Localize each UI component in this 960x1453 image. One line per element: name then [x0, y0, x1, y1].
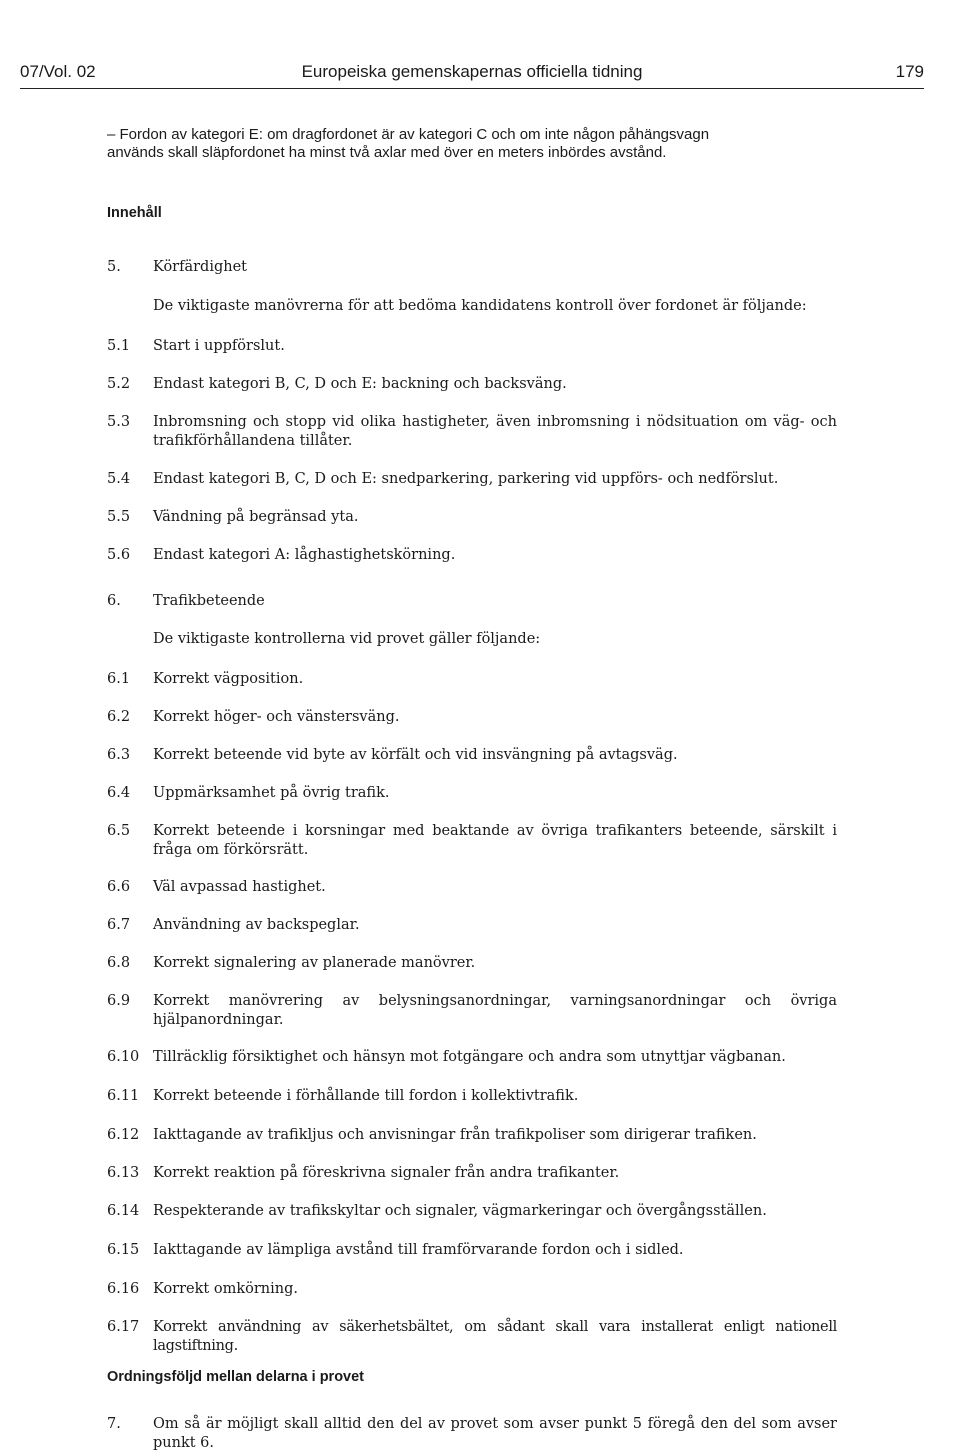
item-number: 6.12	[107, 1127, 140, 1143]
item-number: 6.17	[107, 1319, 140, 1335]
intro-line-2: används skall släpfordonet ha minst två axlar med över en meters inbördes avstånd.	[107, 144, 667, 161]
intro-line-1: – Fordon av kategori E: om dragfordonet är av kategori C och om inte någon påhängsvagn	[107, 126, 710, 143]
item-number: 6.9	[107, 993, 131, 1009]
item-text: Korrekt manövrering av belysningsanordningar, varningsanordningar och övriga hjälpanordningar.	[153, 993, 837, 1028]
item-number: 5.6	[107, 547, 131, 563]
item-text: Endast kategori B, C, D och E: snedparkering, parkering vid uppförs- och nedförslut.	[153, 471, 779, 487]
item-text: Korrekt beteende vid byte av körfält och vid insvängning på avtagsväg.	[153, 747, 678, 763]
item-number: 6.10	[107, 1049, 140, 1065]
item-text: Uppmärksamhet på övrig trafik.	[153, 785, 390, 801]
item-number: 5.2	[107, 376, 131, 392]
item-text: Användning av backspeglar.	[153, 917, 360, 933]
item-number: 6.16	[107, 1281, 140, 1297]
item-number: 6.6	[107, 879, 131, 895]
item-number: 5.1	[107, 338, 131, 354]
item-number: 6.7	[107, 917, 131, 933]
item-text: Respekterande av trafikskyltar och signaler, vägmarkeringar och övergångsställen.	[153, 1203, 767, 1219]
item-number: 6.5	[107, 823, 131, 839]
item-number: 6.11	[107, 1088, 140, 1104]
item-number: 5.5	[107, 509, 131, 525]
item-text: Korrekt användning av säkerhetsbältet, om sådant skall vara installerat enligt nationell lagstiftning.	[153, 1319, 837, 1354]
section-number: 7.	[107, 1416, 121, 1432]
section-5-intro: De viktigaste manövrerna för att bedöma kandidatens kontroll över fordonet är följande:	[153, 298, 807, 314]
item-number: 6.2	[107, 709, 131, 725]
item-number: 6.4	[107, 785, 131, 801]
item-text: Korrekt beteende i korsningar med beaktande av övriga trafikanters beteende, särskilt i fråga om förkörsrätt.	[153, 823, 837, 858]
section-text: Om så är möjligt skall alltid den del av provet som avser punkt 5 föregå den del som avser punkt 6.	[153, 1416, 837, 1451]
item-text: Korrekt signalering av planerade manövrer.	[153, 955, 476, 971]
item-number: 6.1	[107, 671, 131, 687]
item-text: Endast kategori A: låghastighetskörning.	[153, 547, 456, 563]
intro-paragraph	[107, 126, 837, 162]
journal-title: Europeiska gemenskapernas officiella tidning	[301, 62, 643, 81]
item-number: 6.15	[107, 1242, 140, 1258]
item-text: Start i uppförslut.	[153, 338, 285, 354]
page-number: 179	[895, 62, 924, 81]
section-number: 6.	[107, 593, 121, 609]
section-number: 5.	[107, 259, 121, 275]
heading-contents: Innehåll	[107, 205, 162, 221]
section-6-intro: De viktigaste kontrollerna vid provet gäller följande:	[153, 631, 541, 647]
item-number: 6.14	[107, 1203, 140, 1219]
item-text: Väl avpassad hastighet.	[153, 879, 326, 895]
item-text: Tillräcklig försiktighet och hänsyn mot fotgängare och andra som utnyttjar vägbanan.	[153, 1049, 786, 1065]
item-text: Korrekt beteende i förhållande till fordon i kollektivtrafik.	[153, 1088, 579, 1104]
item-number: 6.3	[107, 747, 131, 763]
item-text: Endast kategori B, C, D och E: backning och backsväng.	[153, 376, 567, 392]
item-text: Korrekt höger- och vänstersväng.	[153, 709, 400, 725]
item-text: Inbromsning och stopp vid olika hastigheter, även inbromsning i nödsituation om väg- och trafikförhållandena tillåter.	[153, 414, 837, 449]
item-number: 5.4	[107, 471, 131, 487]
item-text: Korrekt vägposition.	[153, 671, 304, 687]
item-text: Korrekt reaktion på föreskrivna signaler från andra trafikanter.	[153, 1165, 620, 1181]
page-header	[20, 62, 924, 89]
item-text: Korrekt omkörning.	[153, 1281, 298, 1297]
item-number: 6.13	[107, 1165, 140, 1181]
item-number: 6.8	[107, 955, 131, 971]
item-number: 5.3	[107, 414, 131, 430]
item-text: Iakttagande av trafikljus och anvisningar från trafikpoliser som dirigerar trafiken.	[153, 1127, 757, 1143]
heading-order: Ordningsföljd mellan delarna i provet	[107, 1369, 365, 1385]
section-title: Trafikbeteende	[153, 593, 265, 609]
item-text: Vändning på begränsad yta.	[153, 509, 359, 525]
item-text: Iakttagande av lämpliga avstånd till framförvarande fordon och i sidled.	[153, 1242, 684, 1258]
volume-label: 07/Vol. 02	[20, 62, 96, 81]
section-title: Körfärdighet	[153, 259, 247, 275]
